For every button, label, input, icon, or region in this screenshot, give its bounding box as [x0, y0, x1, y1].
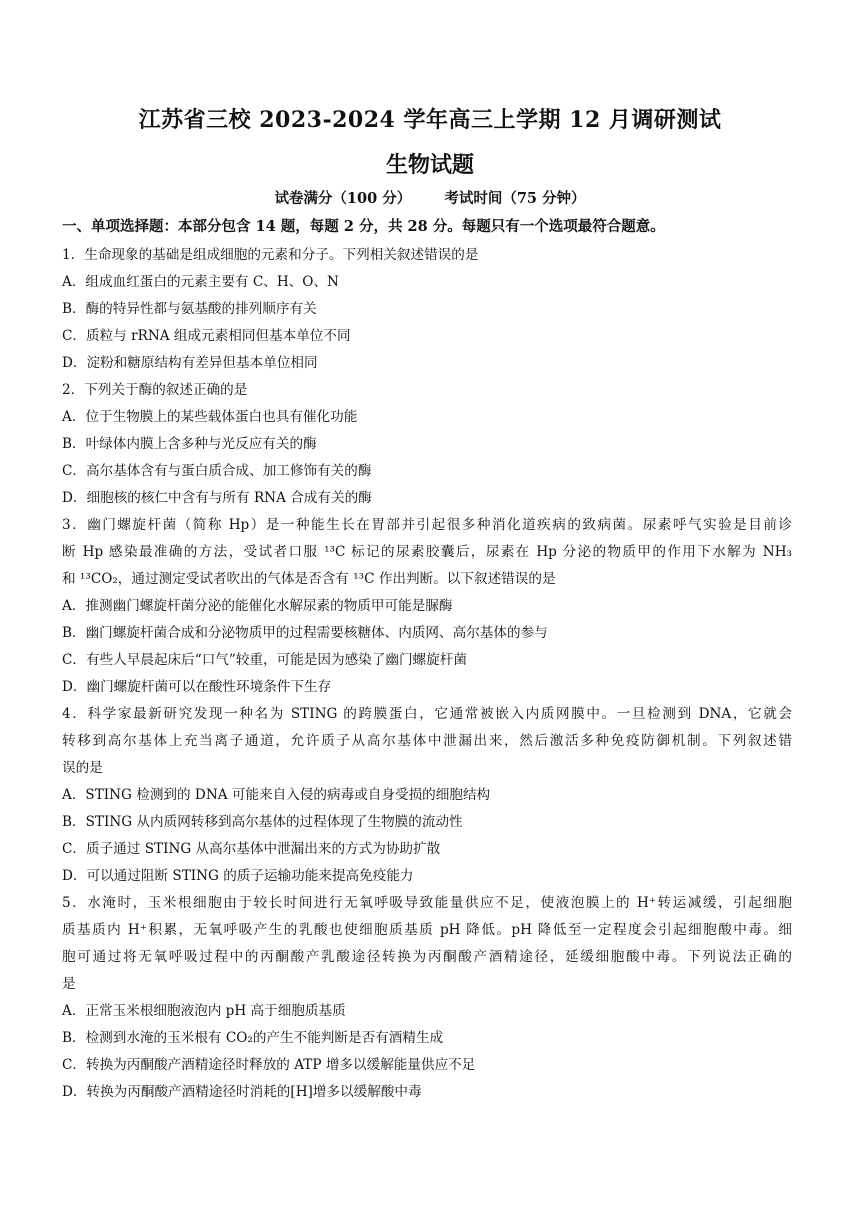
option-c: C．高尔基体含有与蛋白质合成、加工修饰有关的酶 — [62, 463, 372, 479]
exam-title: 江苏省三校 2023-2024 学年高三上学期 12 月调研测试 — [138, 107, 722, 133]
option-c: C．质粒与 rRNA 组成元素相同但基本单位不同 — [62, 328, 351, 344]
option-a: A．STING 检测到的 DNA 可能来自入侵的病毒或自身受损的细胞结构 — [62, 787, 491, 803]
question-stem-line: 4．科学家最新研究发现一种名为 STING 的跨膜蛋白，它通常被嵌入内质网膜中。一旦检测到 DNA，它就会 — [62, 706, 792, 722]
question-1 — [62, 242, 792, 377]
question-stem-line: 5．水淹时，玉米根细胞由于较长时间进行无氧呼吸导致能量供应不足，使液泡膜上的 H⁺转运减缓，引起细胞 — [62, 895, 792, 911]
question-stem-line: 转移到高尔基体上充当离子通道，允许质子从高尔基体中泄漏出来，然后激活多种免疫防御机制。下列叙述错 — [62, 733, 792, 749]
option-d: D．细胞核的核仁中含有与所有 RNA 合成有关的酶 — [62, 490, 372, 506]
question-stem-line: 1．生命现象的基础是组成细胞的元素和分子。下列相关叙述错误的是 — [62, 247, 479, 263]
question-stem-line: 2．下列关于酶的叙述正确的是 — [62, 382, 248, 398]
option-b: B．STING 从内质网转移到高尔基体的过程体现了生物膜的流动性 — [62, 814, 463, 830]
option-c: C．转换为丙酮酸产酒精途径时释放的 ATP 增多以缓解能量供应不足 — [62, 1057, 476, 1073]
question-stem-line: 胞可通过将无氧呼吸过程中的丙酮酸产乳酸途径转换为丙酮酸产酒精途径，延缓细胞酸中毒。下列说法正确的 — [62, 949, 792, 965]
question-5 — [62, 890, 792, 1106]
option-b: B．检测到水淹的玉米根有 CO₂的产生不能判断是否有酒精生成 — [62, 1030, 444, 1046]
exam-meta — [0, 187, 860, 208]
section-heading: 一、单项选择题：本部分包含 14 题，每题 2 分，共 28 分。每题只有一个选项最符合题意。 — [62, 218, 665, 235]
option-b: B．幽门螺旋杆菌合成和分泌物质甲的过程需要核糖体、内质网、高尔基体的参与 — [62, 625, 548, 641]
option-d: D．转换为丙酮酸产酒精途径时消耗的[H]增多以缓解酸中毒 — [62, 1084, 422, 1100]
option-a: A．正常玉米根细胞液泡内 pH 高于细胞质基质 — [62, 1003, 346, 1019]
question-4 — [62, 701, 792, 890]
full-score: 试卷满分（100 分） — [274, 190, 412, 207]
exam-time: 考试时间（75 分钟） — [444, 190, 586, 207]
option-c: C．有些人早晨起床后“口气”较重，可能是因为感染了幽门螺旋杆菌 — [62, 652, 467, 668]
question-stem-line: 质基质内 H⁺积累，无氧呼吸产生的乳酸也使细胞质基质 pH 降低。pH 降低至一定程度会引起细胞酸中毒。细 — [62, 922, 792, 938]
exam-subtitle: 生物试题 — [385, 152, 474, 178]
question-stem-line: 断 Hp 感染最准确的方法，受试者口服 ¹³C 标记的尿素胶囊后，尿素在 Hp 分泌的物质甲的作用下水解为 NH₃ — [62, 544, 792, 560]
option-a: A．推测幽门螺旋杆菌分泌的能催化水解尿素的物质甲可能是脲酶 — [62, 598, 453, 614]
option-a: A．位于生物膜上的某些载体蛋白也具有催化功能 — [62, 409, 358, 425]
option-c: C．质子通过 STING 从高尔基体中泄漏出来的方式为协助扩散 — [62, 841, 441, 857]
question-3 — [62, 512, 792, 701]
question-stem-line: 和 ¹³CO₂，通过测定受试者吹出的气体是否含有 ¹³C 作出判断。以下叙述错误的是 — [62, 571, 556, 587]
option-a: A．组成血红蛋白的元素主要有 C、H、O、N — [62, 274, 339, 290]
option-d: D．可以通过阻断 STING 的质子运输功能来提高免疫能力 — [62, 868, 414, 884]
question-list — [62, 242, 792, 1106]
question-stem-line: 3．幽门螺旋杆菌（简称 Hp）是一种能生长在胃部并引起很多种消化道疾病的致病菌。尿素呼气实验是目前诊 — [62, 517, 792, 533]
option-b: B．叶绿体内膜上含多种与光反应有关的酶 — [62, 436, 317, 452]
question-2 — [62, 377, 792, 512]
option-d: D．幽门螺旋杆菌可以在酸性环境条件下生存 — [62, 679, 332, 695]
option-b: B．酶的特异性都与氨基酸的排列顺序有关 — [62, 301, 317, 317]
option-d: D．淀粉和糖原结构有差异但基本单位相同 — [62, 355, 318, 371]
question-stem-line: 误的是 — [62, 760, 103, 776]
question-stem-line: 是 — [62, 976, 76, 992]
